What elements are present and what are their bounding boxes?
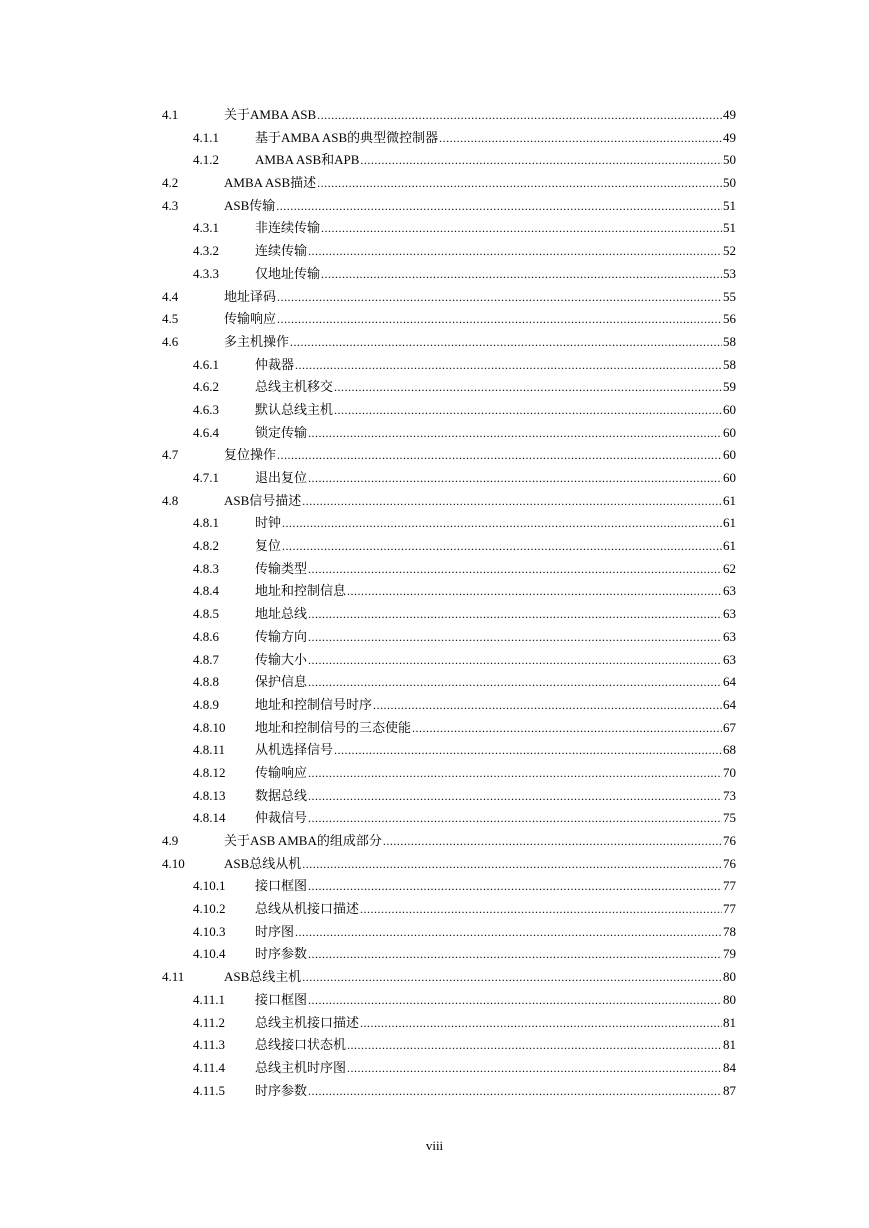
toc-entry-number: 4.7.1 bbox=[193, 470, 219, 485]
toc-entry-page[interactable]: 59 bbox=[723, 379, 736, 395]
toc-entry-number: 4.1.2 bbox=[193, 152, 219, 168]
toc-entry-number: 4.2 bbox=[162, 175, 179, 191]
toc-entry-number: 4.10.2 bbox=[193, 901, 226, 917]
toc-entry-4-8-5[interactable] bbox=[0, 603, 869, 626]
toc-entry-4-1-2[interactable] bbox=[0, 149, 869, 172]
toc-entry-4-8-2[interactable] bbox=[0, 535, 869, 558]
toc-dot-leader bbox=[360, 149, 722, 172]
toc-dot-leader bbox=[308, 989, 722, 1012]
toc-entry-number: 4.6.4 bbox=[193, 424, 219, 440]
toc-entry-number: 4.4 bbox=[162, 288, 179, 304]
toc-entry-4-11[interactable] bbox=[0, 966, 869, 989]
toc-entry-page[interactable]: 70 bbox=[723, 764, 736, 780]
toc-entry-page[interactable]: 56 bbox=[723, 311, 736, 327]
toc-entry-4-2[interactable] bbox=[0, 172, 869, 195]
toc-entry-page[interactable]: 62 bbox=[723, 560, 736, 576]
toc-dot-leader bbox=[412, 717, 722, 740]
toc-dot-leader bbox=[277, 308, 722, 331]
toc-entry-title[interactable]: 锁定传输 bbox=[255, 424, 308, 440]
toc-entry-number: 4.3.1 bbox=[193, 220, 219, 236]
toc-entry-title[interactable]: 时序图 bbox=[255, 923, 295, 939]
toc-dot-leader bbox=[347, 580, 722, 603]
toc-entry-number: 4.6.1 bbox=[193, 356, 219, 372]
toc-entry-page[interactable]: 87 bbox=[723, 1082, 736, 1098]
toc-entry-4-10-3[interactable] bbox=[0, 921, 869, 944]
toc-entry-number: 4.3.2 bbox=[193, 243, 219, 259]
page-number: viii bbox=[425, 1138, 444, 1153]
toc-entry-page[interactable]: 68 bbox=[723, 742, 736, 758]
toc-dot-leader bbox=[295, 354, 722, 377]
toc-entry-number: 4.11.2 bbox=[193, 1014, 226, 1030]
toc-entry-number: 4.10.3 bbox=[193, 923, 226, 939]
toc-entry-4-8-7[interactable] bbox=[0, 649, 869, 672]
toc-entry-4-8-8[interactable] bbox=[0, 671, 869, 694]
toc-entry-title[interactable]: 仲裁信号 bbox=[255, 810, 308, 826]
toc-entry-page[interactable]: 61 bbox=[723, 492, 736, 508]
toc-entry-4-8-9[interactable] bbox=[0, 694, 869, 717]
toc-entry-page[interactable]: 61 bbox=[723, 538, 736, 554]
toc-entry-page[interactable]: 67 bbox=[723, 719, 736, 735]
toc-entry-4-5[interactable] bbox=[0, 308, 869, 331]
toc-entry-4-8-4[interactable] bbox=[0, 580, 869, 603]
toc-entry-page[interactable]: 77 bbox=[723, 901, 736, 917]
toc-entry-number: 4.11 bbox=[162, 969, 185, 985]
toc-entry-number: 4.8.1 bbox=[193, 515, 219, 531]
toc-entry-title[interactable]: 地址和控制信号的三态使能 bbox=[255, 719, 412, 735]
toc-entry-number: 4.10.1 bbox=[193, 878, 226, 894]
toc-entry-title[interactable]: 关于ASB AMBA的组成部分 bbox=[224, 833, 382, 848]
toc-entry-4-11-2[interactable] bbox=[0, 1012, 869, 1035]
toc-entry-number: 4.1 bbox=[162, 107, 179, 122]
toc-entry-title[interactable]: 时序参数 bbox=[255, 1082, 308, 1098]
toc-entry-title[interactable]: 仅地址传输 bbox=[255, 265, 321, 281]
toc-entry-page[interactable]: 79 bbox=[723, 946, 736, 962]
toc-entry-page[interactable]: 64 bbox=[723, 674, 736, 690]
toc-dot-leader bbox=[308, 626, 722, 649]
toc-entry-page[interactable]: 80 bbox=[723, 969, 736, 985]
toc-dot-leader bbox=[308, 943, 722, 966]
toc-entry-title[interactable]: 接口框图 bbox=[255, 991, 308, 1007]
toc-entry-title[interactable]: 从机选择信号 bbox=[255, 742, 334, 758]
toc-entry-title[interactable]: 基于AMBA ASB的典型微控制器 bbox=[255, 129, 439, 145]
toc-entry-title[interactable]: 复位操作 bbox=[224, 447, 277, 463]
toc-entry-page[interactable]: 51 bbox=[723, 197, 736, 213]
toc-entry-number: 4.8.8 bbox=[193, 674, 219, 690]
toc-dot-leader bbox=[334, 739, 722, 762]
toc-dot-leader bbox=[308, 422, 722, 445]
toc-entry-4-8-1[interactable] bbox=[0, 512, 869, 535]
toc-entry-4-3-1[interactable] bbox=[0, 217, 869, 240]
table-of-contents bbox=[0, 104, 869, 1102]
toc-dot-leader bbox=[334, 376, 722, 399]
toc-dot-leader bbox=[439, 127, 722, 150]
toc-dot-leader bbox=[282, 512, 722, 535]
toc-entry-title[interactable]: ASB传输 bbox=[224, 197, 276, 213]
toc-entry-title[interactable]: 接口框图 bbox=[255, 878, 308, 894]
toc-entry-number: 4.8.2 bbox=[193, 538, 219, 554]
toc-entry-page[interactable]: 84 bbox=[723, 1059, 736, 1075]
toc-entry-number: 4.8.11 bbox=[193, 742, 226, 758]
toc-entry-page[interactable]: 75 bbox=[723, 810, 736, 826]
toc-entry-4-3-3[interactable] bbox=[0, 263, 869, 286]
toc-entry-4-8-12[interactable] bbox=[0, 762, 869, 785]
toc-entry-page[interactable]: 76 bbox=[723, 833, 736, 848]
toc-entry-number: 4.10.4 bbox=[193, 946, 226, 962]
toc-entry-number: 4.6.2 bbox=[193, 379, 219, 395]
toc-entry-number: 4.11.5 bbox=[193, 1082, 226, 1098]
toc-dot-leader bbox=[276, 195, 722, 218]
toc-entry-4-11-4[interactable] bbox=[0, 1057, 869, 1080]
toc-entry-number: 4.11.4 bbox=[193, 1059, 226, 1075]
toc-entry-4-8-14[interactable] bbox=[0, 807, 869, 830]
toc-entry-title[interactable]: 连续传输 bbox=[255, 243, 308, 259]
toc-dot-leader bbox=[321, 217, 722, 240]
toc-entry-title[interactable]: 传输大小 bbox=[255, 651, 308, 667]
toc-entry-4-8[interactable] bbox=[0, 490, 869, 513]
toc-entry-number: 4.1.1 bbox=[193, 129, 219, 145]
toc-dot-leader bbox=[277, 444, 722, 467]
toc-entry-4-9[interactable] bbox=[0, 830, 869, 853]
toc-entry-4-8-3[interactable] bbox=[0, 558, 869, 581]
toc-entry-page[interactable]: 51 bbox=[723, 220, 736, 236]
toc-entry-number: 4.8.4 bbox=[193, 583, 219, 599]
toc-dot-leader bbox=[302, 853, 722, 876]
toc-entry-number: 4.6 bbox=[162, 333, 179, 349]
toc-entry-4-3[interactable] bbox=[0, 195, 869, 218]
toc-entry-title[interactable]: 时序参数 bbox=[255, 946, 308, 962]
toc-dot-leader bbox=[317, 104, 722, 127]
toc-entry-title[interactable]: ASB总线从机 bbox=[224, 855, 302, 871]
toc-entry-page[interactable]: 63 bbox=[723, 583, 736, 599]
toc-entry-page[interactable]: 50 bbox=[723, 152, 736, 168]
toc-dot-leader bbox=[321, 263, 722, 286]
toc-entry-number: 4.3 bbox=[162, 197, 179, 213]
toc-entry-title[interactable]: 地址译码 bbox=[224, 288, 277, 304]
toc-entry-page[interactable]: 53 bbox=[723, 265, 736, 281]
toc-entry-page[interactable]: 60 bbox=[723, 447, 736, 463]
toc-entry-title[interactable]: 地址和控制信息 bbox=[255, 583, 347, 599]
toc-dot-leader bbox=[302, 966, 722, 989]
toc-dot-leader bbox=[290, 331, 722, 354]
toc-entry-4-11-5[interactable] bbox=[0, 1080, 869, 1103]
toc-dot-leader bbox=[317, 172, 722, 195]
toc-entry-title[interactable]: 地址和控制信号时序 bbox=[255, 696, 373, 712]
toc-entry-4-7[interactable] bbox=[0, 444, 869, 467]
toc-dot-leader bbox=[308, 649, 722, 672]
toc-entry-number: 4.8.12 bbox=[193, 764, 226, 780]
toc-entry-title[interactable]: 总线从机接口描述 bbox=[255, 901, 360, 917]
toc-entry-number: 4.7 bbox=[162, 447, 179, 463]
toc-dot-leader bbox=[360, 1012, 722, 1035]
toc-entry-title[interactable]: 总线主机移交 bbox=[255, 379, 334, 395]
toc-entry-4-6-1[interactable] bbox=[0, 354, 869, 377]
toc-entry-number: 4.8.3 bbox=[193, 560, 219, 576]
toc-entry-title[interactable]: 退出复位 bbox=[255, 470, 308, 485]
toc-dot-leader bbox=[383, 830, 722, 853]
toc-entry-number: 4.8.9 bbox=[193, 696, 219, 712]
toc-entry-4-10[interactable] bbox=[0, 853, 869, 876]
toc-dot-leader bbox=[347, 1057, 722, 1080]
toc-dot-leader bbox=[308, 785, 722, 808]
toc-entry-4-1-1[interactable] bbox=[0, 127, 869, 150]
toc-dot-leader bbox=[282, 535, 722, 558]
toc-entry-page[interactable]: 63 bbox=[723, 606, 736, 622]
toc-entry-title[interactable]: 仲裁器 bbox=[255, 356, 295, 372]
toc-entry-4-8-10[interactable] bbox=[0, 717, 869, 740]
toc-dot-leader bbox=[277, 286, 722, 309]
toc-entry-number: 4.3.3 bbox=[193, 265, 219, 281]
toc-entry-page[interactable]: 52 bbox=[723, 243, 736, 259]
toc-entry-title[interactable]: 传输响应 bbox=[255, 764, 308, 780]
toc-dot-leader bbox=[302, 490, 722, 513]
toc-entry-page[interactable]: 58 bbox=[723, 333, 736, 349]
toc-entry-title[interactable]: 总线接口状态机 bbox=[255, 1037, 347, 1053]
toc-entry-title[interactable]: 传输类型 bbox=[255, 560, 308, 576]
toc-entry-4-8-13[interactable] bbox=[0, 785, 869, 808]
toc-entry-title[interactable]: 地址总线 bbox=[255, 606, 308, 622]
toc-entry-title[interactable]: 传输响应 bbox=[224, 311, 277, 327]
toc-entry-title[interactable]: 时钟 bbox=[255, 515, 282, 531]
toc-entry-4-6-2[interactable] bbox=[0, 376, 869, 399]
toc-entry-title[interactable]: 总线主机时序图 bbox=[255, 1059, 347, 1075]
toc-entry-4-6-3[interactable] bbox=[0, 399, 869, 422]
toc-entry-4-11-1[interactable] bbox=[0, 989, 869, 1012]
toc-entry-page[interactable]: 78 bbox=[723, 923, 736, 939]
toc-dot-leader bbox=[308, 240, 722, 263]
toc-entry-page[interactable]: 81 bbox=[723, 1014, 736, 1030]
toc-dot-leader bbox=[308, 875, 722, 898]
toc-entry-number: 4.8 bbox=[162, 492, 179, 508]
toc-entry-number: 4.11.3 bbox=[193, 1037, 226, 1053]
toc-entry-4-7-1[interactable] bbox=[0, 467, 869, 490]
toc-dot-leader bbox=[347, 1034, 722, 1057]
toc-dot-leader bbox=[308, 467, 722, 490]
toc-entry-page[interactable]: 77 bbox=[723, 878, 736, 894]
toc-entry-page[interactable]: 81 bbox=[723, 1037, 736, 1053]
toc-entry-number: 4.8.5 bbox=[193, 606, 219, 622]
toc-dot-leader bbox=[308, 671, 722, 694]
toc-entry-4-10-1[interactable] bbox=[0, 875, 869, 898]
toc-entry-number: 4.5 bbox=[162, 311, 179, 327]
toc-entry-page[interactable]: 60 bbox=[723, 424, 736, 440]
toc-dot-leader bbox=[308, 603, 722, 626]
toc-entry-page[interactable]: 58 bbox=[723, 356, 736, 372]
toc-entry-title[interactable]: 默认总线主机 bbox=[255, 401, 334, 417]
toc-entry-number: 4.9 bbox=[162, 833, 179, 848]
toc-entry-4-8-11[interactable] bbox=[0, 739, 869, 762]
toc-dot-leader bbox=[308, 1080, 722, 1103]
toc-entry-4-3-2[interactable] bbox=[0, 240, 869, 263]
toc-entry-number: 4.8.6 bbox=[193, 628, 219, 644]
toc-entry-title[interactable]: AMBA ASB描述 bbox=[224, 175, 317, 191]
toc-dot-leader bbox=[308, 558, 722, 581]
toc-dot-leader bbox=[295, 921, 722, 944]
toc-dot-leader bbox=[308, 762, 722, 785]
toc-entry-page[interactable]: 63 bbox=[723, 628, 736, 644]
toc-dot-leader bbox=[334, 399, 722, 422]
toc-entry-number: 4.8.7 bbox=[193, 651, 219, 667]
toc-entry-4-6-4[interactable] bbox=[0, 422, 869, 445]
toc-entry-page[interactable]: 76 bbox=[723, 855, 736, 871]
toc-entry-4-8-6[interactable] bbox=[0, 626, 869, 649]
toc-entry-title[interactable]: 传输方向 bbox=[255, 628, 308, 644]
toc-entry-title[interactable]: ASB信号描述 bbox=[224, 492, 302, 508]
toc-entry-title[interactable]: AMBA ASB和APB bbox=[255, 152, 360, 168]
toc-dot-leader bbox=[360, 898, 722, 921]
toc-entry-number: 4.11.1 bbox=[193, 991, 226, 1007]
toc-entry-page[interactable]: 49 bbox=[723, 107, 736, 122]
toc-entry-title[interactable]: 关于AMBA ASB bbox=[224, 107, 317, 122]
toc-entry-title[interactable]: 复位 bbox=[255, 538, 282, 554]
toc-entry-number: 4.10 bbox=[162, 855, 185, 871]
toc-dot-leader bbox=[373, 694, 722, 717]
toc-entry-page[interactable]: 50 bbox=[723, 175, 736, 191]
toc-entry-4-1[interactable] bbox=[0, 104, 869, 127]
toc-entry-page[interactable]: 60 bbox=[723, 401, 736, 417]
toc-entry-page[interactable]: 61 bbox=[723, 515, 736, 531]
toc-entry-page[interactable]: 73 bbox=[723, 787, 736, 803]
toc-entry-4-10-2[interactable] bbox=[0, 898, 869, 921]
toc-dot-leader bbox=[308, 807, 722, 830]
toc-entry-page[interactable]: 49 bbox=[723, 129, 736, 145]
toc-entry-title[interactable]: 非连续传输 bbox=[255, 220, 321, 236]
toc-entry-page[interactable]: 60 bbox=[723, 470, 736, 485]
toc-entry-4-10-4[interactable] bbox=[0, 943, 869, 966]
toc-entry-page[interactable]: 63 bbox=[723, 651, 736, 667]
toc-entry-4-6[interactable] bbox=[0, 331, 869, 354]
toc-entry-number: 4.6.3 bbox=[193, 401, 219, 417]
toc-entry-page[interactable]: 64 bbox=[723, 696, 736, 712]
toc-entry-number: 4.8.13 bbox=[193, 787, 226, 803]
toc-entry-page[interactable]: 55 bbox=[723, 288, 736, 304]
toc-entry-title[interactable]: 总线主机接口描述 bbox=[255, 1014, 360, 1030]
toc-entry-title[interactable]: 数据总线 bbox=[255, 787, 308, 803]
toc-entry-title[interactable]: 保护信息 bbox=[255, 674, 308, 690]
toc-entry-4-4[interactable] bbox=[0, 286, 869, 309]
toc-entry-page[interactable]: 80 bbox=[723, 991, 736, 1007]
toc-entry-4-11-3[interactable] bbox=[0, 1034, 869, 1057]
toc-entry-number: 4.8.14 bbox=[193, 810, 226, 826]
toc-entry-number: 4.8.10 bbox=[193, 719, 226, 735]
toc-entry-title[interactable]: ASB总线主机 bbox=[224, 969, 302, 985]
toc-entry-title[interactable]: 多主机操作 bbox=[224, 333, 290, 349]
